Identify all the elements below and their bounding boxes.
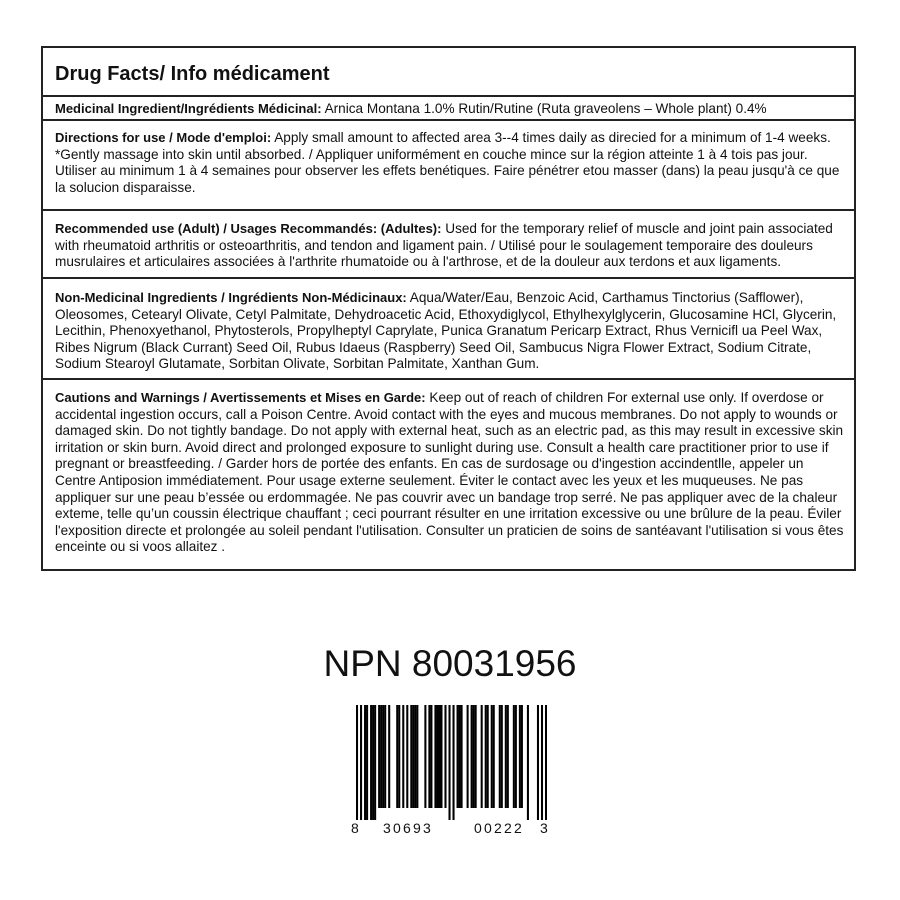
barcode-bar	[519, 705, 521, 808]
barcode-bar	[487, 705, 489, 808]
barcode-bar	[382, 705, 384, 808]
barcode-bar	[527, 705, 529, 820]
barcode	[356, 705, 547, 820]
section-label: Recommended use (Adult) / Usages Recommandés: (Adultes):	[55, 221, 442, 236]
barcode-bar	[388, 705, 390, 808]
barcode-bar	[410, 705, 412, 808]
section-cautions-warnings	[43, 380, 854, 570]
barcode-bar	[434, 705, 436, 808]
barcode-bar	[467, 705, 469, 808]
barcode-bar	[513, 705, 515, 808]
barcode-bar	[501, 705, 503, 808]
barcode-digits-left: 30693	[383, 820, 433, 836]
barcode-bar	[491, 705, 493, 808]
section-text: Arnica Montana 1.0% Rutin/Rutine (Ruta graveolens – Whole plant) 0.4%	[324, 101, 767, 116]
barcode-bar	[378, 705, 380, 808]
barcode-bar	[471, 705, 473, 808]
barcode-bar	[521, 705, 523, 808]
barcode-bar	[428, 705, 430, 808]
barcode-bar	[402, 705, 404, 808]
barcode-bar	[398, 705, 400, 808]
barcode-digit-last: 3	[540, 820, 548, 836]
section-directions	[43, 121, 854, 211]
drug-facts-panel	[41, 46, 856, 571]
barcode-bar	[545, 705, 547, 820]
barcode-bar	[430, 705, 432, 808]
section-text: Used for the temporary relief of muscle and joint pain associated with rheumatoid arthritis or osteoarthritis, and tendon and ligament pain. / Utilisé pour le soulagement temporaire des douleurs musrulaires et articulaires associées à l'arthrite rhumatoide ou à l'arthrose, et de la douleur aux terdons et aux ligaments.	[55, 221, 833, 270]
npn-number: NPN 80031956	[323, 643, 577, 684]
barcode-bar	[424, 705, 426, 808]
barcode-bar	[475, 705, 477, 808]
barcode-bar	[436, 705, 438, 808]
barcode-bar	[366, 705, 368, 820]
section-text: Keep out of reach of children For external use only. If overdose or accidental ingestion occurs, call a Poison Centre. Avoid contact with the eyes and mucous membranes. Do not apply to wounds or damaged skin. Do not tightly bandage. Do not apply with external heat, such as an electric pad, as this may result in excessive skin irritation or skin burn. Avoid direct and prolonged exposure to sunlight during use. Consult a health care practitioner prior to use if pregnant or breastfeeding. / Garder hors de portée des enfants. En cas de surdosage ou d'ingestion accindentlle, appeler un Centre Antiposion immédiatement. Pour usage externe seulement. Éviter le contact avec les yeux et les muqueuses. Ne pas appliquer sur une peau b’essée ou erdommagée. Ne pas couvrir avec un bandage trop serré. Ne pas appliquer avec de la chaleur exteme, telle qu’un coussin électrique chauffant ; ceci pourrant résulter en une irritation excessive ou une brûlure de la peau. Éviler l'exposition directe et prolongée au soleil pendant l'utilisation. Consulter un praticien de soins de santéavant l'utilisation si vous êtes enceinte ou si voos allaitez .	[55, 390, 844, 555]
section-text: Aqua/Water/Eau, Benzoic Acid, Carthamus Tinctorius (Safflower), Oleosomes, Cetearyl Olivate, Cetyl Palmitate, Dehydroacetic Acid, Ethoxydiglycol, Ethylhexylglycerin, Glucosamine HCl, Glycerin, Lecithin, Phenoxyethanol, Phytosterols, Propylheptyl Caprylate, Punica Granatum Pericarp Extract, Rhus Vernicifl ua Peel Wax, Ribes Nigrum (Black Currant) Seed Oil, Rubus Idaeus (Raspberry) Seed Oil, Sambucus Nigra Flower Extract, Sodium Citrate, Sodium Stearoyl Glutamate, Sorbitan Olivate, Sorbitan Palmitate, Xanthan Gum.	[55, 290, 837, 372]
barcode-bar	[360, 705, 362, 820]
section-label: Medicinal Ingredient/Ingrédients Médicinal:	[55, 101, 322, 116]
barcode-bar	[380, 705, 382, 808]
barcode-bar	[515, 705, 517, 808]
barcode-bar	[356, 705, 358, 820]
section-label: Cautions and Warnings / Avertissements et Mises en Garde:	[55, 390, 426, 405]
section-label: Non-Medicinal Ingredients / Ingrédients Non-Médicinaux:	[55, 290, 407, 305]
barcode-bar	[459, 705, 461, 808]
barcode-bar	[444, 705, 446, 808]
barcode-bar	[453, 705, 455, 820]
barcode-bar	[541, 705, 543, 820]
barcode-bar	[461, 705, 463, 808]
section-recommended-use	[43, 211, 854, 279]
barcode-bar	[416, 705, 418, 808]
section-non-medicinal-ingredients	[43, 279, 854, 380]
barcode-bar	[414, 705, 416, 808]
barcode-digits-right: 00222	[474, 820, 524, 836]
barcode-bar	[499, 705, 501, 808]
barcode-bar	[485, 705, 487, 808]
barcode-bar	[507, 705, 509, 808]
barcode-bar	[537, 705, 539, 820]
barcode-bar	[448, 705, 450, 820]
barcode-bar	[412, 705, 414, 808]
barcode-bar	[440, 705, 442, 808]
barcode-bar	[505, 705, 507, 808]
section-label: Directions for use / Mode d'emploi:	[55, 130, 272, 145]
barcode-digit-first: 8	[351, 820, 359, 836]
barcode-bar	[438, 705, 440, 808]
barcode-bar	[396, 705, 398, 808]
barcode-bar	[370, 705, 372, 820]
barcode-bar	[457, 705, 459, 808]
barcode-bar	[481, 705, 483, 808]
section-text: Apply small amount to affected area 3--4 times daily as direcied for a minimum of 1-4 weeks. *Gently massage into skin until absorbed. / Appliquer uniformément en couche mince sur la région atteinte 1 à 4 tois pas jour. Utiliser au minimum 1 à 4 semaines pour observer les effets benétiques. Faire pénétrer etou masser (dans) la peau jusqu'à ce que la solucion disparaisse.	[55, 130, 840, 195]
barcode-bar	[473, 705, 475, 808]
barcode-bar	[384, 705, 386, 808]
barcode-bar	[406, 705, 408, 808]
barcode-bar	[493, 705, 495, 808]
section-medicinal-ingredient	[43, 97, 854, 121]
barcode-bar	[374, 705, 376, 820]
panel-title: Drug Facts/ Info médicament	[43, 48, 854, 97]
barcode-bar	[372, 705, 374, 820]
barcode-bar	[364, 705, 366, 820]
